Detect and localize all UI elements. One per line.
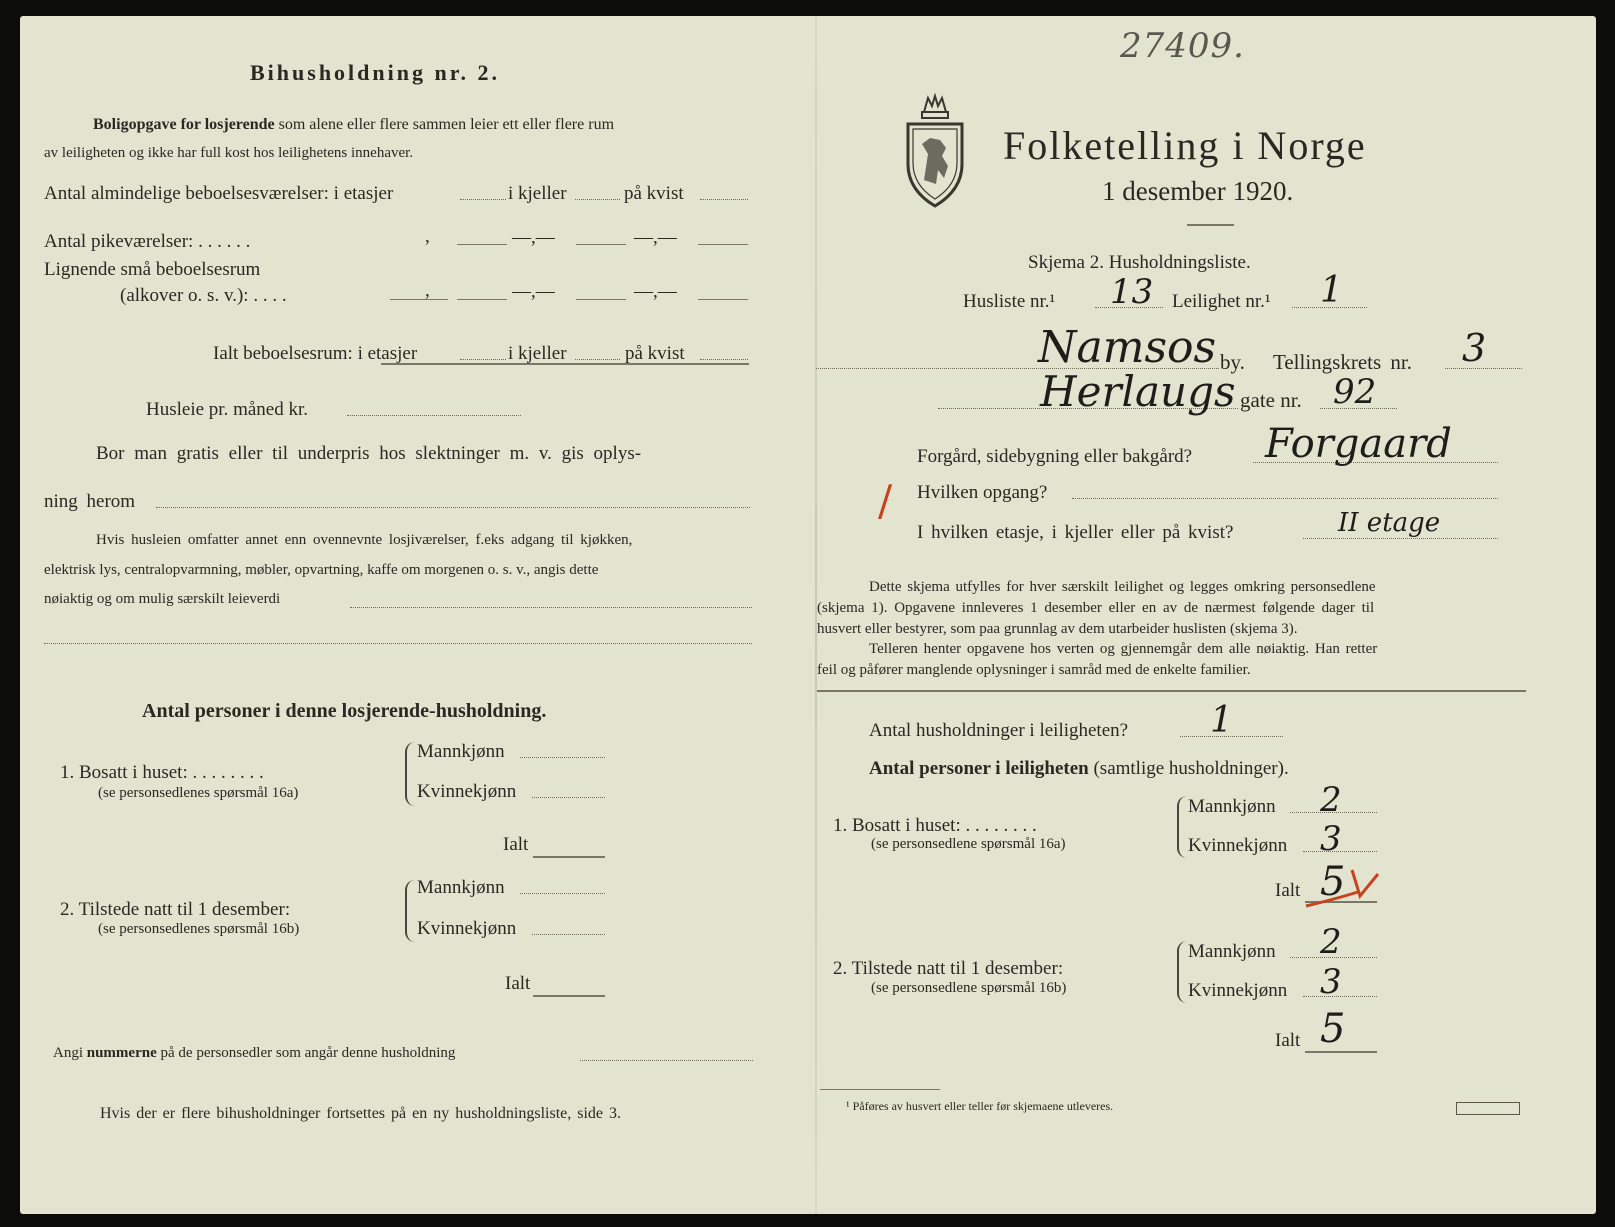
archive-number: 27409. bbox=[1120, 26, 1245, 66]
right-q1-brace bbox=[1177, 796, 1187, 858]
left-q1-sub: (se personsedlenes spørsmål 16a) bbox=[98, 785, 299, 801]
left-antal-personer-heading: Antal personer i denne losjerende-husholdning. bbox=[142, 700, 547, 722]
census-form-sheet bbox=[20, 16, 1596, 1214]
leieverdi-blank[interactable] bbox=[350, 607, 752, 608]
coat-of-arms-icon bbox=[900, 92, 970, 210]
antal-pers-line bbox=[869, 758, 1289, 780]
info-line-4: Telleren henter opgavene hos verten og gjennemgår dem alle nøiaktig. Han retter bbox=[869, 641, 1378, 657]
husleie-label: Husleie pr. måned kr. bbox=[146, 399, 308, 420]
ditto-mark-5: —,— bbox=[512, 281, 555, 302]
skjema-label: Skjema 2. Husholdningsliste. bbox=[1028, 252, 1251, 273]
bor-man-line-1: Bor man gratis eller til underpris hos slektninger m. v. gis oplys- bbox=[96, 443, 642, 464]
form-date: 1 desember 1920. bbox=[1102, 176, 1294, 206]
lign-blank-3[interactable] bbox=[698, 299, 748, 300]
etasje-value: II etage bbox=[1338, 508, 1441, 538]
forgaard-label: Forgård, sidebygning eller bakgård? bbox=[917, 446, 1193, 467]
left-q2-ialt-blank[interactable] bbox=[533, 995, 605, 997]
forgaard-value: Forgaard bbox=[1265, 421, 1452, 467]
ditto-mark-6: —,— bbox=[634, 281, 677, 302]
right-q2-label: 2. Tilstede natt til 1 desember: bbox=[833, 958, 1064, 979]
right-q2-kvinne-value: 3 bbox=[1320, 962, 1342, 1002]
left-q1-ialt-label: Ialt bbox=[503, 834, 529, 855]
right-q2-mann-label: Mannkjønn bbox=[1188, 941, 1276, 962]
ditto-mark-2: —,— bbox=[512, 227, 555, 248]
form-title: Folketelling i Norge bbox=[1003, 123, 1367, 168]
left-q2-mann-blank[interactable] bbox=[520, 893, 605, 894]
kvist-blank-2[interactable] bbox=[700, 359, 748, 360]
printer-stamp bbox=[1456, 1102, 1520, 1115]
hvis-line-2: elektrisk lys, centralopvarmning, møbler, opvartning, kaffe om morgenen o. s. v., angis dette bbox=[44, 562, 599, 578]
by-label: by. bbox=[1220, 350, 1245, 374]
tellingskrets-value: 3 bbox=[1462, 326, 1487, 370]
info-rule bbox=[817, 690, 1526, 692]
ditto-mark-1: , bbox=[425, 226, 430, 247]
left-q2-mann-label: Mannkjønn bbox=[417, 877, 505, 898]
gate-nr-value: 92 bbox=[1333, 372, 1377, 412]
lign-blank-2[interactable] bbox=[576, 299, 626, 300]
etasje-blank[interactable] bbox=[1303, 538, 1498, 539]
hvis-der-note: Hvis der er flere bihusholdninger fortsettes på en ny husholdningsliste, side 3. bbox=[100, 1105, 622, 1122]
info-line-5: feil og påfører manglende oplysninger i samråd med de enkelte familier. bbox=[817, 662, 1251, 678]
right-q2-sub: (se personsedlene spørsmål 16b) bbox=[871, 980, 1067, 996]
kjeller-blank-1[interactable] bbox=[575, 199, 620, 200]
info-line-3: husvert eller bestyrer, som paa grunnlag av dem utarbeider huslisten (skjema 3). bbox=[817, 621, 1298, 637]
left-q1-kvinne-blank[interactable] bbox=[532, 797, 605, 798]
title-rule bbox=[1187, 224, 1234, 226]
ialt-underline bbox=[381, 363, 749, 365]
by-value: Namsos bbox=[1038, 322, 1217, 373]
left-q2-ialt-label: Ialt bbox=[505, 973, 531, 994]
i-kjeller-label-2: i kjeller bbox=[508, 343, 567, 364]
footnote: ¹ Påføres av husvert eller teller før skjemaene utleveres. bbox=[846, 1099, 1114, 1113]
right-q1-kvinne-label: Kvinnekjønn bbox=[1188, 835, 1288, 856]
opgang-label: Hvilken opgang? bbox=[917, 482, 1048, 503]
left-q1-mann-blank[interactable] bbox=[520, 757, 605, 758]
etasje-label: I hvilken etasje, i kjeller eller på kvist? bbox=[917, 522, 1234, 543]
leilighet-value: 1 bbox=[1320, 270, 1343, 311]
intro-line-1 bbox=[93, 116, 614, 134]
right-q1-ialt-value: 5 bbox=[1320, 859, 1346, 905]
leilighet-label: Leilighet nr.¹ bbox=[1172, 291, 1271, 312]
angi-blank[interactable] bbox=[580, 1060, 753, 1061]
bor-man-line-2: ning herom bbox=[44, 491, 136, 512]
angi-word: Angi bbox=[53, 1045, 83, 1061]
right-q1-ialt-label: Ialt bbox=[1275, 880, 1301, 901]
intro-bold: Boligopgave for losjerende bbox=[93, 116, 275, 133]
angi-bold: nummerne bbox=[86, 1045, 157, 1061]
red-check-mark: / bbox=[878, 476, 893, 525]
paa-kvist-label-1: på kvist bbox=[624, 183, 684, 204]
antal-pers-rest: (samtlige husholdninger). bbox=[1093, 758, 1289, 779]
info-line-2: (skjema 1). Opgavene innleveres 1 desember eller en av de nærmest følgende dager til bbox=[817, 600, 1375, 616]
husliste-label: Husliste nr.¹ bbox=[963, 291, 1056, 312]
ialt-etasjer-blank[interactable] bbox=[460, 359, 506, 360]
tellingskrets-label: Tellingskrets nr. bbox=[1273, 350, 1413, 374]
angi-rest: på de personsedler som angår denne husholdning bbox=[160, 1045, 456, 1061]
ialt-beboelsesrum-label: Ialt beboelsesrum: i etasjer bbox=[213, 343, 418, 364]
opgang-blank[interactable] bbox=[1072, 498, 1498, 499]
left-q2-brace bbox=[405, 880, 415, 942]
right-q1-sub: (se personsedlene spørsmål 16a) bbox=[871, 836, 1066, 852]
antal-pers-bold: Antal personer i leiligheten bbox=[869, 758, 1089, 779]
right-q2-ialt-label: Ialt bbox=[1275, 1030, 1301, 1051]
right-q1-mann-label: Mannkjønn bbox=[1188, 796, 1276, 817]
lign-blank-0[interactable] bbox=[390, 299, 448, 300]
left-q1-brace bbox=[405, 742, 415, 806]
antal-hush-label: Antal husholdninger i leiligheten? bbox=[869, 720, 1129, 741]
info-line-1: Dette skjema utfylles for hver særskilt leilighet og legges omkring personsedlene bbox=[869, 579, 1376, 595]
footnote-rule bbox=[820, 1089, 940, 1090]
lignende-label-2: (alkover o. s. v.): . . . . bbox=[120, 285, 287, 306]
hvis-line-1: Hvis husleien omfatter annet enn ovennevnte losjiværelser, f.eks adgang til kjøkken, bbox=[96, 532, 633, 548]
red-correction-icon bbox=[1302, 866, 1382, 910]
bor-man-blank[interactable] bbox=[156, 507, 750, 508]
intro-rest: som alene eller flere sammen leier ett eller flere rum bbox=[278, 116, 615, 133]
pike-blank-2[interactable] bbox=[576, 244, 626, 245]
left-q2-kvinne-label: Kvinnekjønn bbox=[417, 918, 517, 939]
angi-line bbox=[53, 1045, 455, 1062]
husliste-value: 13 bbox=[1110, 272, 1154, 312]
right-q2-ialt-value: 5 bbox=[1320, 1006, 1346, 1052]
antal-hush-value: 1 bbox=[1210, 700, 1233, 741]
ditto-mark-3: —,— bbox=[634, 227, 677, 248]
ditto-mark-4: , bbox=[425, 280, 430, 301]
right-q2-brace bbox=[1177, 941, 1187, 1003]
leieverdi-blank-2[interactable] bbox=[44, 643, 752, 644]
left-q2-label: 2. Tilstede natt til 1 desember: bbox=[60, 899, 291, 920]
right-q1-mann-value: 2 bbox=[1320, 780, 1342, 820]
right-q1-kvinne-value: 3 bbox=[1320, 819, 1342, 859]
left-q1-kvinne-label: Kvinnekjønn bbox=[417, 781, 517, 802]
antal-alm-label: Antal almindelige beboelsesværelser: i etasjer bbox=[44, 183, 394, 204]
gate-label: gate nr. bbox=[1240, 388, 1302, 412]
kjeller-blank-2[interactable] bbox=[575, 359, 620, 360]
left-q2-sub: (se personsedlenes spørsmål 16b) bbox=[98, 921, 300, 937]
left-title: Bihusholdning nr. 2. bbox=[250, 60, 500, 85]
paa-kvist-label-2: på kvist bbox=[625, 343, 685, 364]
intro-line-2: av leiligheten og ikke har full kost hos leilighetens innehaver. bbox=[44, 145, 414, 161]
husleie-blank[interactable] bbox=[347, 415, 521, 416]
i-kjeller-label-1: i kjeller bbox=[508, 183, 567, 204]
left-q1-mann-label: Mannkjønn bbox=[417, 741, 505, 762]
lign-blank-1[interactable] bbox=[457, 299, 507, 300]
pike-blank-3[interactable] bbox=[698, 244, 748, 245]
hvis-line-3: nøiaktig og om mulig særskilt leieverdi bbox=[44, 591, 281, 607]
pikevaerelser-label: Antal pikeværelser: . . . . . . bbox=[44, 231, 251, 252]
left-q1-label: 1. Bosatt i huset: . . . . . . . . bbox=[60, 762, 264, 783]
lignende-label-1: Lignende små beboelsesrum bbox=[44, 259, 261, 280]
right-q2-mann-value: 2 bbox=[1320, 922, 1342, 962]
left-q1-ialt-blank[interactable] bbox=[533, 856, 605, 858]
gate-value: Herlaugs bbox=[1040, 367, 1236, 416]
kvist-blank-1[interactable] bbox=[700, 199, 748, 200]
right-q1-label: 1. Bosatt i huset: . . . . . . . . bbox=[833, 815, 1037, 836]
left-q2-kvinne-blank[interactable] bbox=[532, 934, 605, 935]
right-q2-kvinne-label: Kvinnekjønn bbox=[1188, 980, 1288, 1001]
etasjer-blank[interactable] bbox=[460, 199, 506, 200]
pike-blank-1[interactable] bbox=[457, 244, 507, 245]
